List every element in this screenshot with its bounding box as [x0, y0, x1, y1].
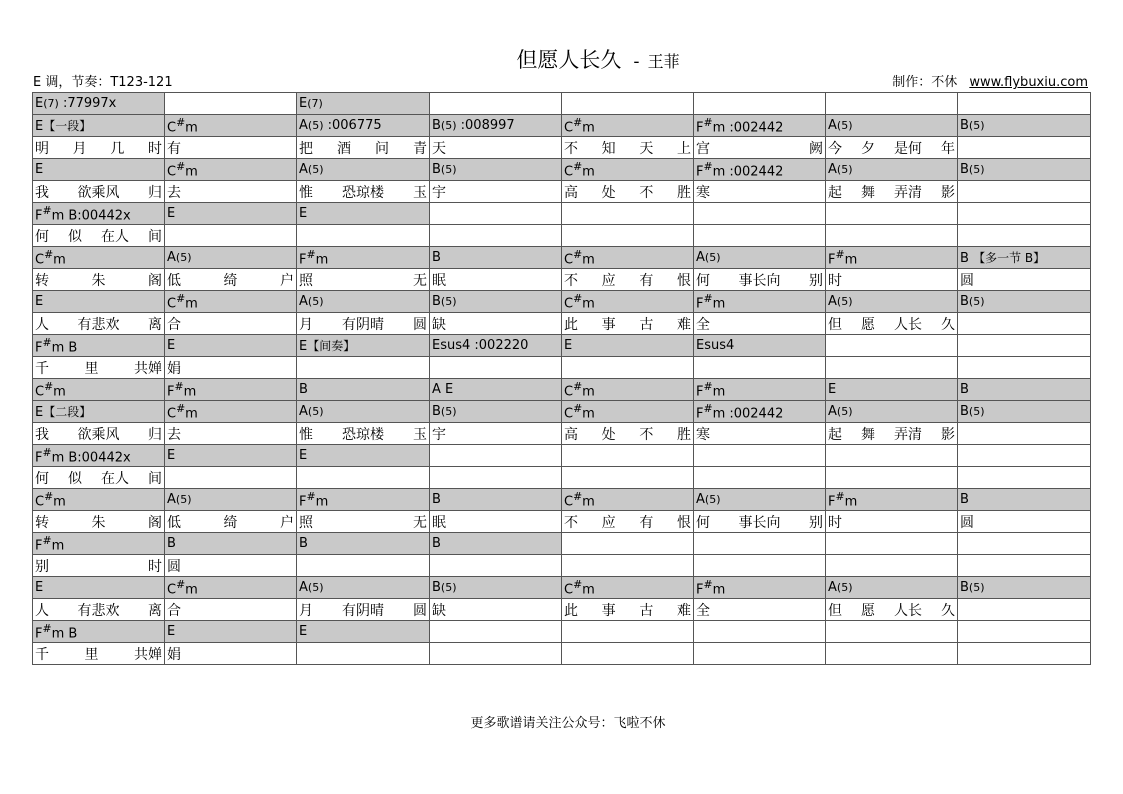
lyric-cell: 合 — [165, 313, 297, 335]
chord-cell: F#m B:00442x — [33, 445, 165, 467]
lyric-cell — [826, 467, 958, 489]
chord-cell: B(5) — [430, 401, 562, 423]
chord-cell: F#m B — [33, 335, 165, 357]
lyric-cell: 娟 — [165, 357, 297, 379]
lyric-cell — [826, 225, 958, 247]
chord-cell — [694, 93, 826, 115]
lyric-row — [33, 511, 1091, 533]
lyric-cell: 千 里 共婵 — [33, 357, 165, 379]
chord-cell: E — [165, 203, 297, 225]
chord-cell — [958, 335, 1091, 357]
lyric-row — [33, 269, 1091, 291]
chord-cell — [958, 621, 1091, 643]
lyric-cell — [694, 467, 826, 489]
chord-row — [33, 621, 1091, 643]
chord-cell — [958, 203, 1091, 225]
lyric-cell: 我 欲乘风 归 — [33, 181, 165, 203]
chord-cell: B — [958, 379, 1091, 401]
chord-cell: E — [165, 445, 297, 467]
lyric-cell: 但 愿 人长 久 — [826, 599, 958, 621]
lyric-cell — [958, 423, 1091, 445]
lyric-row — [33, 181, 1091, 203]
chord-cell: F#m — [297, 247, 430, 269]
chord-cell — [562, 533, 694, 555]
chord-cell: C#m — [33, 247, 165, 269]
chord-cell: F#m — [694, 379, 826, 401]
credits — [892, 71, 1088, 90]
lyric-cell — [826, 643, 958, 665]
lyric-cell: 眠 — [430, 269, 562, 291]
chord-cell: C#m — [562, 159, 694, 181]
chord-cell: C#m — [165, 577, 297, 599]
chord-cell: B — [297, 533, 430, 555]
lyric-cell — [958, 555, 1091, 577]
title-separator: - — [633, 52, 640, 72]
lyric-cell — [958, 137, 1091, 159]
lyric-cell — [297, 643, 430, 665]
chord-cell — [958, 533, 1091, 555]
lyric-cell: 宫 阙 — [694, 137, 826, 159]
lyric-cell: 何 事长向 别 — [694, 511, 826, 533]
chord-sheet — [32, 92, 1091, 665]
chord-cell — [165, 93, 297, 115]
chord-row — [33, 489, 1091, 511]
lyric-cell — [694, 225, 826, 247]
chord-cell: E【间奏】 — [297, 335, 430, 357]
lyric-cell: 寒 — [694, 423, 826, 445]
lyric-cell: 宇 — [430, 181, 562, 203]
lyric-row — [33, 357, 1091, 379]
chord-cell: A(5) :006775 — [297, 115, 430, 137]
lyric-cell — [826, 555, 958, 577]
chord-cell: C#m — [33, 489, 165, 511]
lyric-cell: 宇 — [430, 423, 562, 445]
lyric-cell: 不 应 有 恨 — [562, 511, 694, 533]
chord-cell: C#m — [562, 577, 694, 599]
lyric-cell: 时 — [826, 511, 958, 533]
lyric-row — [33, 225, 1091, 247]
lyric-cell: 起 舞 弄清 影 — [826, 181, 958, 203]
chord-cell: C#m — [562, 379, 694, 401]
chord-cell: E【一段】 — [33, 115, 165, 137]
lyric-cell: 惟 恐琼楼 玉 — [297, 423, 430, 445]
lyric-cell — [165, 467, 297, 489]
chord-cell: B(5) — [958, 115, 1091, 137]
lyric-cell — [562, 643, 694, 665]
lyric-cell — [562, 467, 694, 489]
lyric-row — [33, 467, 1091, 489]
lyric-cell: 去 — [165, 423, 297, 445]
chord-cell: F#m — [694, 291, 826, 313]
chord-cell: F#m :002442 — [694, 115, 826, 137]
chord-cell: F#m :002442 — [694, 159, 826, 181]
chord-cell: E — [33, 577, 165, 599]
chord-sheet-body — [33, 93, 1091, 665]
title-block — [0, 44, 1123, 74]
lyric-cell: 明 月 几 时 — [33, 137, 165, 159]
lyric-cell — [694, 555, 826, 577]
chord-cell: E — [33, 291, 165, 313]
chord-row — [33, 445, 1091, 467]
lyric-cell: 合 — [165, 599, 297, 621]
chord-cell — [826, 445, 958, 467]
lyric-cell: 何 似 在人 间 — [33, 225, 165, 247]
chord-cell: F#m — [33, 533, 165, 555]
site-link[interactable]: www.flybuxiu.com — [969, 75, 1088, 90]
chord-cell: A(5) — [826, 291, 958, 313]
chord-cell: A(5) — [297, 291, 430, 313]
lyric-cell: 缺 — [430, 313, 562, 335]
chord-cell — [430, 621, 562, 643]
chord-cell — [562, 93, 694, 115]
chord-row — [33, 401, 1091, 423]
lyric-cell: 起 舞 弄清 影 — [826, 423, 958, 445]
lyric-row — [33, 599, 1091, 621]
lyric-cell — [826, 357, 958, 379]
chord-cell — [694, 621, 826, 643]
lyric-cell: 千 里 共婵 — [33, 643, 165, 665]
lyric-cell: 月 有阴晴 圆 — [297, 313, 430, 335]
lyric-row — [33, 313, 1091, 335]
chord-cell: B — [430, 533, 562, 555]
chord-cell: C#m — [562, 489, 694, 511]
chord-cell: B — [430, 247, 562, 269]
chord-cell: A(5) — [826, 159, 958, 181]
lyric-cell: 圆 — [165, 555, 297, 577]
lyric-cell — [297, 555, 430, 577]
chord-cell: B — [297, 379, 430, 401]
chord-cell: C#m — [562, 115, 694, 137]
lyric-cell: 别 时 — [33, 555, 165, 577]
chord-cell: C#m — [562, 291, 694, 313]
lyric-cell: 转 朱 阁 — [33, 269, 165, 291]
lyric-cell: 低 绮 户 — [165, 269, 297, 291]
chord-cell: E — [826, 379, 958, 401]
chord-cell: E — [297, 203, 430, 225]
lyric-cell — [297, 225, 430, 247]
lyric-row — [33, 423, 1091, 445]
lyric-cell — [958, 225, 1091, 247]
lyric-cell — [165, 225, 297, 247]
lyric-cell: 照 无 — [297, 269, 430, 291]
chord-cell: B(5) — [958, 291, 1091, 313]
lyric-cell: 缺 — [430, 599, 562, 621]
chord-cell: C#m — [33, 379, 165, 401]
chord-cell — [958, 445, 1091, 467]
lyric-cell — [562, 555, 694, 577]
credit-text: 制作：不休 — [892, 75, 958, 90]
chord-cell: B — [165, 533, 297, 555]
lyric-cell: 圆 — [958, 269, 1091, 291]
chord-cell: A(5) — [826, 401, 958, 423]
lyric-cell — [297, 357, 430, 379]
chord-cell: C#m — [165, 159, 297, 181]
song-title: 但愿人长久 — [516, 48, 622, 72]
lyric-row — [33, 555, 1091, 577]
chord-cell — [826, 533, 958, 555]
lyric-cell: 不 应 有 恨 — [562, 269, 694, 291]
chord-cell: B — [430, 489, 562, 511]
lyric-cell — [694, 643, 826, 665]
chord-cell: A(5) — [297, 159, 430, 181]
chord-cell: C#m — [562, 247, 694, 269]
lyric-cell — [958, 181, 1091, 203]
lyric-cell: 但 愿 人长 久 — [826, 313, 958, 335]
chord-cell: A(5) — [826, 115, 958, 137]
chord-cell — [826, 93, 958, 115]
chord-cell — [958, 93, 1091, 115]
lyric-row — [33, 137, 1091, 159]
lyric-cell: 此 事 古 难 — [562, 313, 694, 335]
chord-cell: A(5) — [165, 489, 297, 511]
chord-row — [33, 379, 1091, 401]
lyric-cell: 天 — [430, 137, 562, 159]
chord-cell: C#m — [165, 291, 297, 313]
chord-cell: A E — [430, 379, 562, 401]
lyric-cell — [958, 313, 1091, 335]
lyric-cell — [430, 225, 562, 247]
chord-row — [33, 335, 1091, 357]
chord-row — [33, 203, 1091, 225]
chord-cell: F#m — [694, 577, 826, 599]
chord-cell: F#m :002442 — [694, 401, 826, 423]
chord-cell: F#m — [826, 247, 958, 269]
lyric-cell — [430, 357, 562, 379]
chord-cell: C#m — [165, 401, 297, 423]
chord-cell: E — [33, 159, 165, 181]
chord-row — [33, 247, 1091, 269]
lyric-cell — [958, 357, 1091, 379]
chord-cell: A(5) — [297, 401, 430, 423]
chord-cell — [562, 621, 694, 643]
lyric-cell — [958, 467, 1091, 489]
chord-cell: F#m — [165, 379, 297, 401]
chord-cell: E — [562, 335, 694, 357]
chord-cell: A(5) — [694, 247, 826, 269]
chord-cell: A(5) — [694, 489, 826, 511]
chord-cell: E — [297, 445, 430, 467]
lyric-cell: 全 — [694, 313, 826, 335]
lyric-cell: 高 处 不 胜 — [562, 423, 694, 445]
lyric-cell — [430, 555, 562, 577]
key-tempo-info: E 调，节奏：T123-121 — [33, 75, 173, 90]
lyric-cell — [562, 357, 694, 379]
lyric-cell: 眠 — [430, 511, 562, 533]
lyric-cell: 寒 — [694, 181, 826, 203]
lyric-cell — [958, 599, 1091, 621]
chord-cell: C#m — [165, 115, 297, 137]
chord-cell: E(7) :77997x — [33, 93, 165, 115]
chord-cell — [826, 621, 958, 643]
chord-cell — [430, 93, 562, 115]
chord-cell: F#m B — [33, 621, 165, 643]
chord-row — [33, 93, 1091, 115]
lyric-cell: 圆 — [958, 511, 1091, 533]
chord-cell: B 【多一节 B】 — [958, 247, 1091, 269]
chord-row — [33, 533, 1091, 555]
lyric-cell: 娟 — [165, 643, 297, 665]
chord-row — [33, 577, 1091, 599]
lyric-cell: 有 — [165, 137, 297, 159]
chord-cell: B(5) :008997 — [430, 115, 562, 137]
chord-cell — [430, 445, 562, 467]
chord-cell: E — [297, 621, 430, 643]
lyric-cell: 高 处 不 胜 — [562, 181, 694, 203]
chord-cell — [694, 533, 826, 555]
chord-row — [33, 291, 1091, 313]
chord-cell: E【二段】 — [33, 401, 165, 423]
lyric-cell: 时 — [826, 269, 958, 291]
lyric-cell: 照 无 — [297, 511, 430, 533]
lyric-cell — [694, 357, 826, 379]
lyric-cell — [297, 467, 430, 489]
lyric-cell: 去 — [165, 181, 297, 203]
chord-cell: Esus4 — [694, 335, 826, 357]
chord-row — [33, 115, 1091, 137]
lyric-cell: 此 事 古 难 — [562, 599, 694, 621]
chord-cell: B(5) — [958, 401, 1091, 423]
chord-cell: F#m — [826, 489, 958, 511]
chord-cell: E — [165, 335, 297, 357]
chord-cell — [430, 203, 562, 225]
chord-cell — [562, 445, 694, 467]
lyric-cell: 人 有悲欢 离 — [33, 599, 165, 621]
chord-cell: F#m — [297, 489, 430, 511]
chord-cell: B(5) — [958, 159, 1091, 181]
lyric-row — [33, 643, 1091, 665]
lyric-cell: 不 知 天 上 — [562, 137, 694, 159]
lyric-cell: 全 — [694, 599, 826, 621]
chord-cell: B — [958, 489, 1091, 511]
footer-note: 更多歌谱请关注公众号：飞啦不休 — [470, 716, 666, 731]
chord-cell: C#m — [562, 401, 694, 423]
chord-cell: B(5) — [430, 291, 562, 313]
chord-cell: B(5) — [958, 577, 1091, 599]
lyric-cell — [958, 643, 1091, 665]
chord-cell: F#m B:00442x — [33, 203, 165, 225]
chord-cell: A(5) — [297, 577, 430, 599]
lyric-cell: 把 酒 问 青 — [297, 137, 430, 159]
chord-cell: A(5) — [165, 247, 297, 269]
chord-cell — [562, 203, 694, 225]
chord-cell: E(7) — [297, 93, 430, 115]
lyric-cell: 何 事长向 别 — [694, 269, 826, 291]
chord-row — [33, 159, 1091, 181]
lyric-cell: 人 有悲欢 离 — [33, 313, 165, 335]
lyric-cell: 我 欲乘风 归 — [33, 423, 165, 445]
chord-cell: A(5) — [826, 577, 958, 599]
chord-cell — [826, 203, 958, 225]
chord-cell: B(5) — [430, 577, 562, 599]
chord-cell — [694, 445, 826, 467]
lyric-cell: 低 绮 户 — [165, 511, 297, 533]
artist-name: 王菲 — [647, 52, 680, 71]
chord-cell: Esus4 :002220 — [430, 335, 562, 357]
lyric-cell: 何 似 在人 间 — [33, 467, 165, 489]
lyric-cell: 今 夕 是何 年 — [826, 137, 958, 159]
chord-cell — [826, 335, 958, 357]
chord-cell — [694, 203, 826, 225]
chord-cell: B(5) — [430, 159, 562, 181]
lyric-cell — [430, 467, 562, 489]
lyric-cell — [430, 643, 562, 665]
chord-cell: E — [165, 621, 297, 643]
lyric-cell: 转 朱 阁 — [33, 511, 165, 533]
lyric-cell: 惟 恐琼楼 玉 — [297, 181, 430, 203]
lyric-cell: 月 有阴晴 圆 — [297, 599, 430, 621]
lyric-cell — [562, 225, 694, 247]
